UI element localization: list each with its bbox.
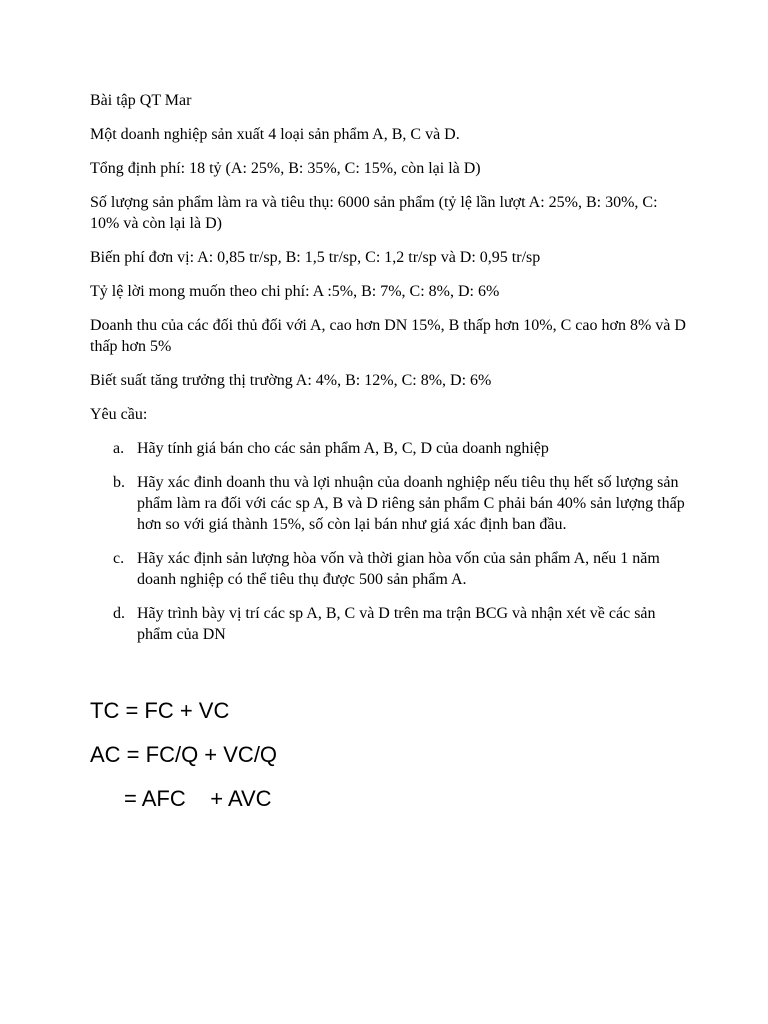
requirements-list xyxy=(90,438,690,645)
list-marker: c. xyxy=(113,550,125,567)
formula-average-cost-split: = AFC + AVC xyxy=(124,786,272,811)
list-marker: d. xyxy=(113,605,125,622)
formula-total-cost: TC = FC + VC xyxy=(90,698,230,723)
paragraph-market-growth: Biết suất tăng trưởng thị trường A: 4%, B: 12%, C: 8%, D: 6% xyxy=(90,372,492,389)
paragraph-variable-cost: Biến phí đơn vị: A: 0,85 tr/sp, B: 1,5 tr/sp, C: 1,2 tr/sp và D: 0,95 tr/sp xyxy=(90,249,541,266)
list-item-text: Hãy xác định sản lượng hòa vốn và thời gian hòa vốn của sản phẩm A, nếu 1 năm doanh nghiệp có thể tiêu thụ được 500 sản phẩm A. xyxy=(137,550,660,588)
list-marker: b. xyxy=(113,474,125,491)
formula-block xyxy=(90,697,277,829)
paragraph-requirements-heading: Yêu cầu: xyxy=(90,406,148,423)
paragraph-intro: Một doanh nghiệp sản xuất 4 loại sản phẩm A, B, C và D. xyxy=(90,126,460,143)
list-item-text: Hãy trình bày vị trí các sp A, B, C và D trên ma trận BCG và nhận xét về các sản phẩm của DN xyxy=(137,605,656,643)
document-title: Bài tập QT Mar xyxy=(90,92,192,109)
document-body xyxy=(90,90,690,658)
list-marker: a. xyxy=(113,440,125,457)
paragraph-quantity: Số lượng sản phẩm làm ra và tiêu thụ: 6000 sản phẩm (tỷ lệ lần lượt A: 25%, B: 30%, C: 10% và còn lại là D) xyxy=(90,194,658,232)
list-item xyxy=(90,603,690,645)
list-item xyxy=(90,438,690,459)
formula-average-cost: AC = FC/Q + VC/Q xyxy=(90,742,278,767)
paragraph-fixed-cost: Tổng định phí: 18 tỷ (A: 25%, B: 35%, C: 15%, còn lại là D) xyxy=(90,160,481,177)
list-item xyxy=(90,472,690,535)
paragraph-profit-rate: Tỷ lệ lời mong muốn theo chi phí: A :5%, B: 7%, C: 8%, D: 6% xyxy=(90,283,500,300)
paragraph-competitor-revenue: Doanh thu của các đối thủ đối với A, cao hơn DN 15%, B thấp hơn 10%, C cao hơn 8% và D thấp hơn 5% xyxy=(90,317,686,355)
list-item-text: Hãy xác đinh doanh thu và lợi nhuận của doanh nghiệp nếu tiêu thụ hết số lượng sản phẩm làm ra đối với các sp A, B và D riêng sản phẩm C phải bán 40% sản lượng thấp hơn so với giá thành 15%, số còn lại bán như giá xác định ban đầu. xyxy=(137,474,685,533)
list-item-text: Hãy tính giá bán cho các sản phẩm A, B, C, D của doanh nghiệp xyxy=(137,440,549,457)
list-item xyxy=(90,548,690,590)
